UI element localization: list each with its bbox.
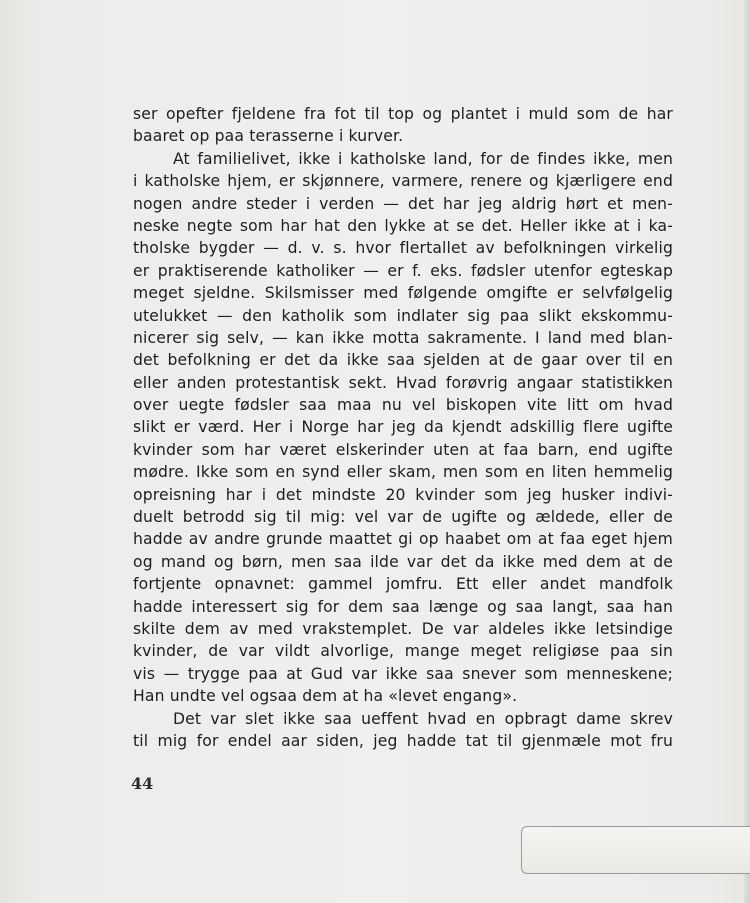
text-line: utelukket — den katholik som indlater sig paa slikt ekskommu- xyxy=(133,306,673,325)
text-line: baaret op paa terasserne i kurver. xyxy=(133,127,404,146)
body-text xyxy=(133,103,673,752)
text-line: meget sjeldne. Skilsmisser med følgende omgifte er selvfølgelig xyxy=(133,284,673,303)
text-line: fortjente opnavnet: gammel jomfru. Ett eller andet mandfolk xyxy=(133,575,673,594)
text-line: og mand og børn, men saa ilde var det da ikke med dem at de xyxy=(133,552,673,571)
text-line: ser opefter fjeldene fra fot til top og plantet i muld som de har xyxy=(133,105,673,123)
text-line: duelt betrodd sig til mig: vel var de ugifte og ældede, eller de xyxy=(133,508,673,527)
text-line: skilte dem av med vrakstemplet. De var aldeles ikke letsindige xyxy=(133,619,673,638)
text-line: At familielivet, ikke i katholske land, for de findes ikke, men xyxy=(173,149,673,168)
text-line: det befolkning er det da ikke saa sjelden at de gaar over til en xyxy=(133,351,673,370)
text-line: eller anden protestantisk sekt. Hvad forøvrig angaar statistikken xyxy=(133,373,673,392)
text-line: kvinder, de var vildt alvorlige, mange meget religiøse paa sin xyxy=(133,642,673,661)
text-line: er praktiserende katholiker — er f. eks. fødsler utenfor egteskap xyxy=(133,261,673,280)
text-line: Det var slet ikke saa ueffent hvad en opbragt dame skrev xyxy=(173,709,673,728)
text-line: mødre. Ikke som en synd eller skam, men som en liten hemmelig xyxy=(133,463,673,482)
text-line: tholske bygder — d. v. s. hvor flertallet av befolkningen virkelig xyxy=(133,239,673,258)
text-line: opreisning har i det mindste 20 kvinder som jeg husker indivi- xyxy=(133,485,673,504)
text-line: kvinder som har været elskerinder uten at faa barn, end ugifte xyxy=(133,440,673,459)
library-label xyxy=(521,826,750,874)
text-line: til mig for endel aar siden, jeg hadde tat til gjenmæle mot fru xyxy=(133,731,673,750)
text-line: vis — trygge paa at Gud var ikke saa snever som menneskene; xyxy=(133,664,673,683)
text-line: neske negte som har hat den lykke at se det. Heller ikke at i ka- xyxy=(133,216,673,235)
text-line: nicerer sig selv, — kan ikke motta sakramente. I land med blan- xyxy=(133,328,673,347)
text-line: i katholske hjem, er skjønnere, varmere, renere og kjærligere end xyxy=(133,172,673,191)
text-line: over uegte fødsler saa maa nu vel biskopen vite litt om hvad xyxy=(133,396,673,415)
text-line: Han undte vel ogsaa dem at ha «levet engang». xyxy=(133,687,518,706)
text-line: slikt er værd. Her i Norge har jeg da kjendt adskillig flere ugifte xyxy=(133,418,673,437)
text-line: hadde av andre grunde maattet gi op haabet om at faa eget hjem xyxy=(133,530,673,549)
text-line: hadde interessert sig for dem saa længe og saa langt, saa han xyxy=(133,597,673,616)
page-number: 44 xyxy=(131,774,154,793)
text-line: nogen andre steder i verden — det har jeg aldrig hørt et men- xyxy=(133,194,673,213)
page-edge xyxy=(744,0,750,903)
